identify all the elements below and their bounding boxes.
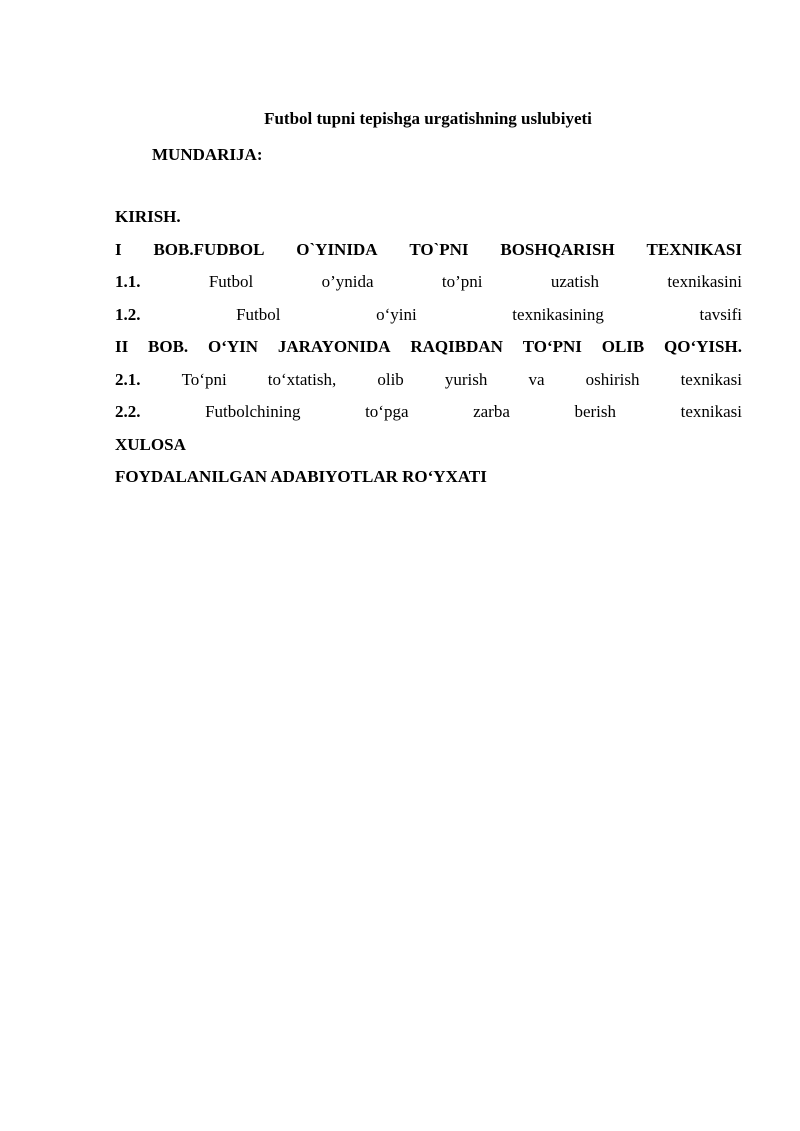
toc-entry-word: zarba — [473, 402, 510, 421]
toc-entry-word: yurish — [444, 369, 488, 389]
toc-entry-s11 — [115, 271, 742, 304]
toc-entry-word: RAQIBDAN — [410, 337, 503, 356]
toc-entry-word: berish — [574, 402, 617, 421]
toc-entry-word: tavsifi — [699, 304, 742, 324]
toc-entry-number: 1.1. — [115, 272, 141, 291]
toc-entry-word: Futbolchining — [205, 402, 301, 421]
toc-entry-word: FOYDALANILGAN ADABIYOTLAR RO‘YXATI — [115, 467, 487, 486]
table-of-contents — [115, 206, 742, 499]
toc-entry-ch2 — [115, 336, 742, 369]
toc-entry-word: O‘YIN — [207, 337, 259, 356]
toc-entry-word: OLIB — [601, 337, 645, 356]
toc-entry-word: Futbol — [208, 272, 254, 291]
toc-entry-word: uzatish — [550, 272, 599, 291]
toc-entry-word: Futbol — [236, 304, 281, 324]
toc-entry-s22 — [115, 401, 742, 434]
toc-entry-references — [115, 466, 742, 499]
toc-entry-word: I — [115, 239, 122, 259]
toc-entry-word: to‘pga — [365, 402, 409, 421]
toc-entry-word: BOB. — [148, 337, 189, 356]
toc-entry-word: TO`PNI — [409, 239, 469, 259]
toc-entry-number: 1.2. — [115, 304, 141, 324]
toc-entry-number: 2.1. — [115, 369, 141, 389]
toc-entry-word: JARAYONIDA — [277, 337, 391, 356]
contents-heading: MUNDARIJA: — [152, 145, 263, 164]
toc-entry-word: va — [528, 369, 545, 389]
toc-entry-word: texnikasi — [680, 402, 742, 421]
toc-entry-intro — [115, 206, 742, 239]
toc-entry-word: olib — [377, 369, 404, 389]
toc-entry-word: texnikasini — [667, 272, 742, 291]
toc-entry-word: to‘xtatish, — [267, 369, 337, 389]
toc-entry-word: texnikasining — [512, 304, 604, 324]
toc-entry-word: QO‘YISH. — [664, 337, 742, 356]
toc-entry-word: TEXNIKASI — [646, 239, 742, 259]
toc-entry-word: o‘yini — [376, 304, 417, 324]
toc-entry-s12 — [115, 304, 742, 337]
document-title: Futbol tupni tepishga urgatishning uslubiyeti — [264, 109, 592, 128]
toc-entry-word: XULOSA — [115, 434, 186, 454]
toc-entry-word: O`YINIDA — [296, 239, 378, 259]
toc-entry-word: TO‘PNI — [522, 337, 582, 356]
toc-entry-word: o’ynida — [321, 272, 374, 291]
toc-entry-ch1 — [115, 239, 742, 272]
toc-entry-word: To‘pni — [181, 369, 227, 389]
toc-entry-word: BOSHQARISH — [500, 239, 615, 259]
toc-entry-conclusion — [115, 434, 742, 467]
toc-entry-number: 2.2. — [115, 402, 141, 421]
toc-entry-word: to’pni — [441, 272, 483, 291]
toc-entry-word: oshirish — [585, 369, 640, 389]
toc-entry-word: texnikasi — [680, 369, 742, 389]
toc-entry-s21 — [115, 369, 742, 402]
toc-entry-word: BOB.FUDBOL — [153, 239, 265, 259]
toc-entry-word: KIRISH. — [115, 207, 181, 226]
toc-entry-word: II — [115, 337, 129, 356]
